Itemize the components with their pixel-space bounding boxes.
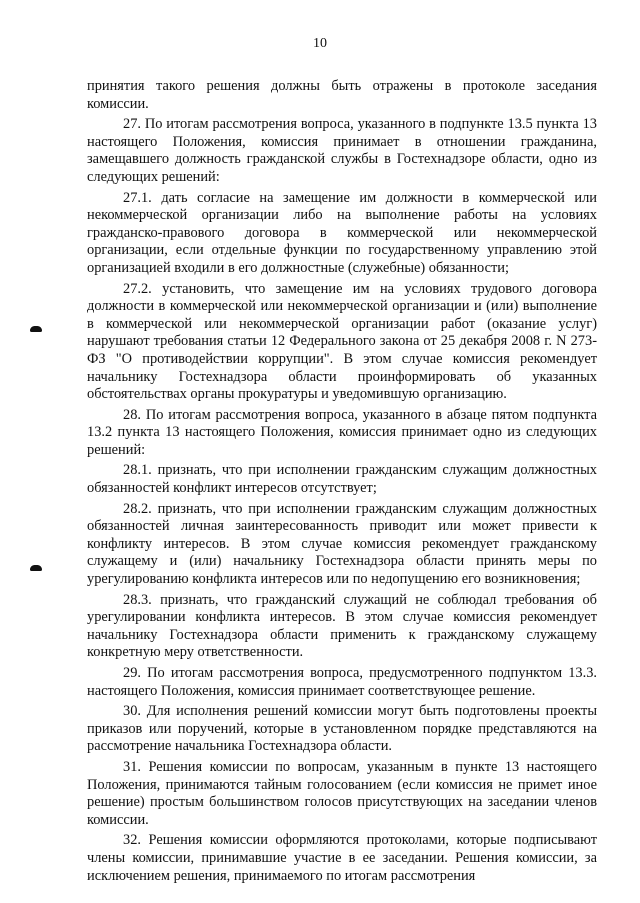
paragraph-27-2: 27.2. установить, что замещение им на условиях трудового договора должности в коммерческой или некоммерческой организации и (или) выполнение в коммерческой или некоммерческой организации работ (оказание услуг) нарушают требования статьи 12 Федерального закона от 25 декабря 2008 г. N 273-ФЗ "О противодействии коррупции". В этом случае комиссия рекомендует начальнику Гостехнадзора области проинформировать об указанных обстоятельствах органы прокуратуры и уведомившую организацию. xyxy=(87,280,597,403)
paragraph-32: 32. Решения комиссии оформляются протоколами, которые подписывают члены комиссии, принимавшие участие в ее заседании. Решения комиссии, за исключением решения, принимаемого по итогам рассмотрения xyxy=(87,832,597,884)
punch-hole-mark-top xyxy=(30,326,42,332)
paragraph-27-1: 27.1. дать согласие на замещение им должности в коммерческой или некоммерческой организации либо на выполнение работы на условиях гражданско-правового договора в коммерческой или некоммерческой организации, если отдельные функции по государственному управлению этой организацией входили в его должностные (служебные) обязанности; xyxy=(87,189,597,276)
document-body xyxy=(87,78,597,888)
paragraph-28-1: 28.1. признать, что при исполнении гражданским служащим должностных обязанностей конфликт интересов отсутствует; xyxy=(87,462,597,497)
paragraph-27: 27. По итогам рассмотрения вопроса, указанного в подпункте 13.5 пункта 13 настоящего Положения, комиссия принимает в отношении гражданина, замещавшего должность гражданской службы в Гостехнадзоре области, одно из следующих решений: xyxy=(87,116,597,185)
paragraph-continuation: принятия такого решения должны быть отражены в протоколе заседания комиссии. xyxy=(87,78,597,112)
paragraph-28-3: 28.3. признать, что гражданский служащий не соблюдал требования об урегулировании конфликта интересов. В этом случае комиссия рекомендует начальнику Гостехнадзора области применить к гражданскому служащему конкретную меру ответственности. xyxy=(87,591,597,661)
paragraph-28: 28. По итогам рассмотрения вопроса, указанного в абзаце пятом подпункта 13.2 пункта 13 настоящего Положения, комиссия принимает одно из следующих решений: xyxy=(87,406,597,458)
page-number: 10 xyxy=(313,36,327,51)
paragraph-29: 29. По итогам рассмотрения вопроса, предусмотренного подпунктом 13.3. настоящего Положения, комиссия принимает соответствующее решение. xyxy=(87,665,597,699)
paragraph-28-2: 28.2. признать, что при исполнении гражданским служащим должностных обязанностей личная заинтересованность приводит или может привести к конфликту интересов. В этом случае комиссия рекомендует гражданскому служащему и (или) начальнику Гостехнадзора области принять меры по урегулированию конфликта интересов или по недопущению его возникновения; xyxy=(87,500,597,588)
punch-hole-mark-bottom xyxy=(30,565,42,571)
paragraph-31: 31. Решения комиссии по вопросам, указанным в пункте 13 настоящего Положения, принимаются тайным голосованием (если комиссия не примет иное решение) простым большинством голосов присутствующих на заседании членов комиссии. xyxy=(87,758,597,828)
paragraph-30: 30. Для исполнения решений комиссии могут быть подготовлены проекты приказов или поручений, которые в установленном порядке представляются на рассмотрение начальника Гостехнадзора области. xyxy=(87,703,597,755)
